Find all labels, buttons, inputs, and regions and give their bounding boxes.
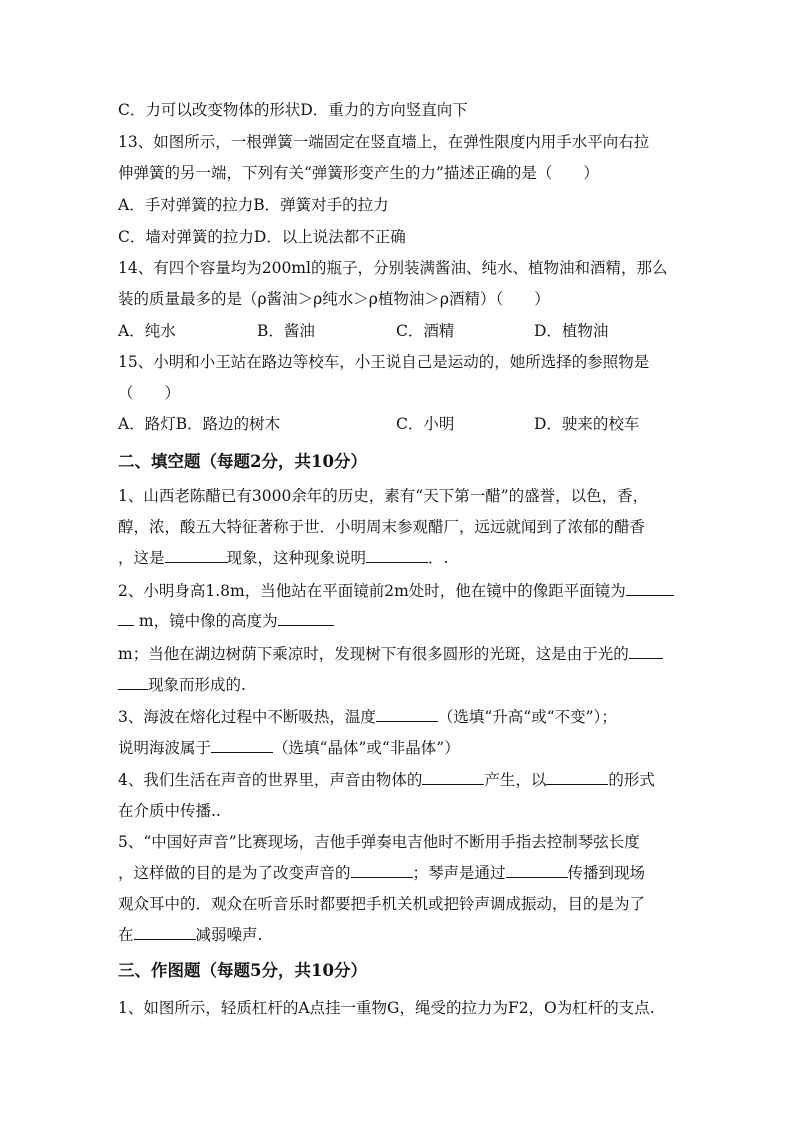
s2-q4-text-c: 的形式 [608, 771, 655, 789]
q14-stem-line1: 14、有四个容量均为200ml的瓶子，分别装满酱油、纯水、植物油和酒精，那么 [118, 259, 668, 277]
q13-options-a-b: A．手对弹簧的拉力B．弹簧对手的拉力 [118, 196, 389, 214]
q14-option-c: C．酒精 [396, 322, 455, 340]
s2-q5-text-a: ，这样做的目的是为了改变声音的 [118, 864, 351, 882]
s2-q2-line1 [118, 580, 674, 602]
s2-q5-line3: 观众耳中的．观众在听音乐时都要把手机关机或把铃声调成振动，目的是为了 [118, 895, 646, 913]
s2-q4-line2: 在介质中传播.. [118, 802, 221, 820]
s2-q5-text-b: ；琴声是通过 [412, 864, 506, 882]
s2-q4-text-a: 4、我们生活在声音的世界里，声音由物体的 [118, 771, 423, 789]
s2-q1-text-c: ．. [428, 549, 449, 567]
s2-q4-line1 [118, 769, 655, 791]
s3-q1-line1: 1、如图所示，轻质杠杆的A点挂一重物G，绳受的拉力为F2，O为杠杆的支点. [118, 999, 655, 1017]
s2-q3-text-c: 说明海波属于 [118, 739, 212, 757]
s2-q2-blank-1a[interactable] [626, 580, 674, 596]
s2-q5-text-d: 在 [118, 926, 134, 944]
q15-stem-line2: （ ） [118, 384, 181, 402]
q12-options-c-d: C．力可以改变物体的形状D．重力的方向竖直向下 [118, 101, 468, 119]
q15-option-d: D．驶来的校车 [534, 415, 640, 433]
s2-q5-text-e: 减弱噪声. [195, 926, 263, 944]
s2-q5-line4 [118, 924, 262, 946]
s2-q2-line4 [118, 674, 246, 696]
s2-q3-blank-2[interactable] [211, 737, 273, 753]
s2-q1-line1: 1、山西老陈醋已有3000余年的历史，素有“天下第一醋”的盛誉，以色，香， [118, 487, 649, 505]
q13-stem-line2: 伸弹簧的另一端，下列有关“弹簧形变产生的力”描述正确的是（ ） [118, 164, 599, 182]
q14-option-a: A．纯水 [118, 322, 176, 340]
q14-option-d: D．植物油 [534, 322, 609, 340]
s2-q2-blank-3a[interactable] [629, 643, 663, 659]
s2-q3-text-d: （选填“晶体”或“非晶体”） [273, 739, 460, 757]
q14-stem-line2: 装的质量最多的是（ρ酱油＞ρ纯水＞ρ植物油＞ρ酒精）（ ） [118, 290, 550, 308]
s2-q3-blank-1[interactable] [376, 706, 438, 722]
q13-options-c-d: C．墙对弹簧的拉力D．以上说法都不正确 [118, 228, 406, 246]
s2-q5-text-c: 传播到现场 [567, 864, 646, 882]
s2-q1-line3 [118, 547, 448, 569]
s2-q2-line2 [118, 610, 334, 632]
s2-q2-blank-1b[interactable] [118, 610, 134, 626]
s2-q1-line2: 醇，浓，酸五大特征著称于世．小明周末参观醋厂，远远就闻到了浓郁的醋香 [118, 518, 646, 536]
s2-q2-line3 [118, 643, 663, 665]
q15-stem-line1: 15、小明和小王站在路边等校车，小王说自己是运动的，她所选择的参照物是 [118, 353, 650, 371]
s2-q5-blank-2[interactable] [506, 862, 568, 878]
s2-q2-text-3: m；当他在湖边树荫下乘凉时，发现树下有很多圆形的光斑，这是由于光的 [118, 645, 629, 663]
q15-options-a-b: A．路灯B．路边的树木 [118, 415, 281, 433]
section3-heading: 三、作图题（每题5分，共10分） [118, 961, 367, 980]
s2-q5-line1: 5、“中国好声音”比赛现场，吉他手弹奏电吉他时不断用手指去控制琴弦长度 [118, 833, 640, 851]
s2-q1-text-b: 现象，这种现象说明 [226, 549, 367, 567]
s2-q2-blank-3b[interactable] [118, 674, 148, 690]
s2-q4-blank-1[interactable] [422, 769, 484, 785]
s2-q1-text-a: ，这是 [118, 549, 165, 567]
s2-q3-line2 [118, 737, 460, 759]
s2-q1-blank-1[interactable] [165, 547, 227, 563]
s2-q1-blank-2[interactable] [366, 547, 428, 563]
q13-stem-line1: 13、如图所示，一根弹簧一端固定在竖直墙上，在弹性限度内用手水平向右拉 [118, 133, 650, 151]
s2-q2-text-4: 现象而形成的. [148, 676, 246, 694]
s2-q5-blank-1[interactable] [351, 862, 413, 878]
q15-option-c: C．小明 [396, 415, 455, 433]
section2-heading: 二、填空题（每题2分，共10分） [118, 452, 367, 471]
s2-q3-text-b: （选填“升高“或“不变”）； [437, 708, 617, 726]
s2-q5-blank-3[interactable] [134, 924, 196, 940]
s2-q4-text-b: 产生，以 [484, 771, 547, 789]
s2-q3-line1 [118, 706, 617, 728]
s2-q2-blank-2[interactable] [278, 610, 334, 626]
s2-q5-line2 [118, 862, 645, 884]
q14-option-b: B．酱油 [257, 322, 315, 340]
s2-q2-text-1: 2、小明身高1.8m，当他站在平面镜前2m处时，他在镜中的像距平面镜为 [118, 582, 626, 600]
s2-q2-text-2: m，镜中像的高度为 [134, 612, 278, 630]
s2-q3-text-a: 3、海波在熔化过程中不断吸热，温度 [118, 708, 376, 726]
s2-q4-blank-2[interactable] [546, 769, 608, 785]
